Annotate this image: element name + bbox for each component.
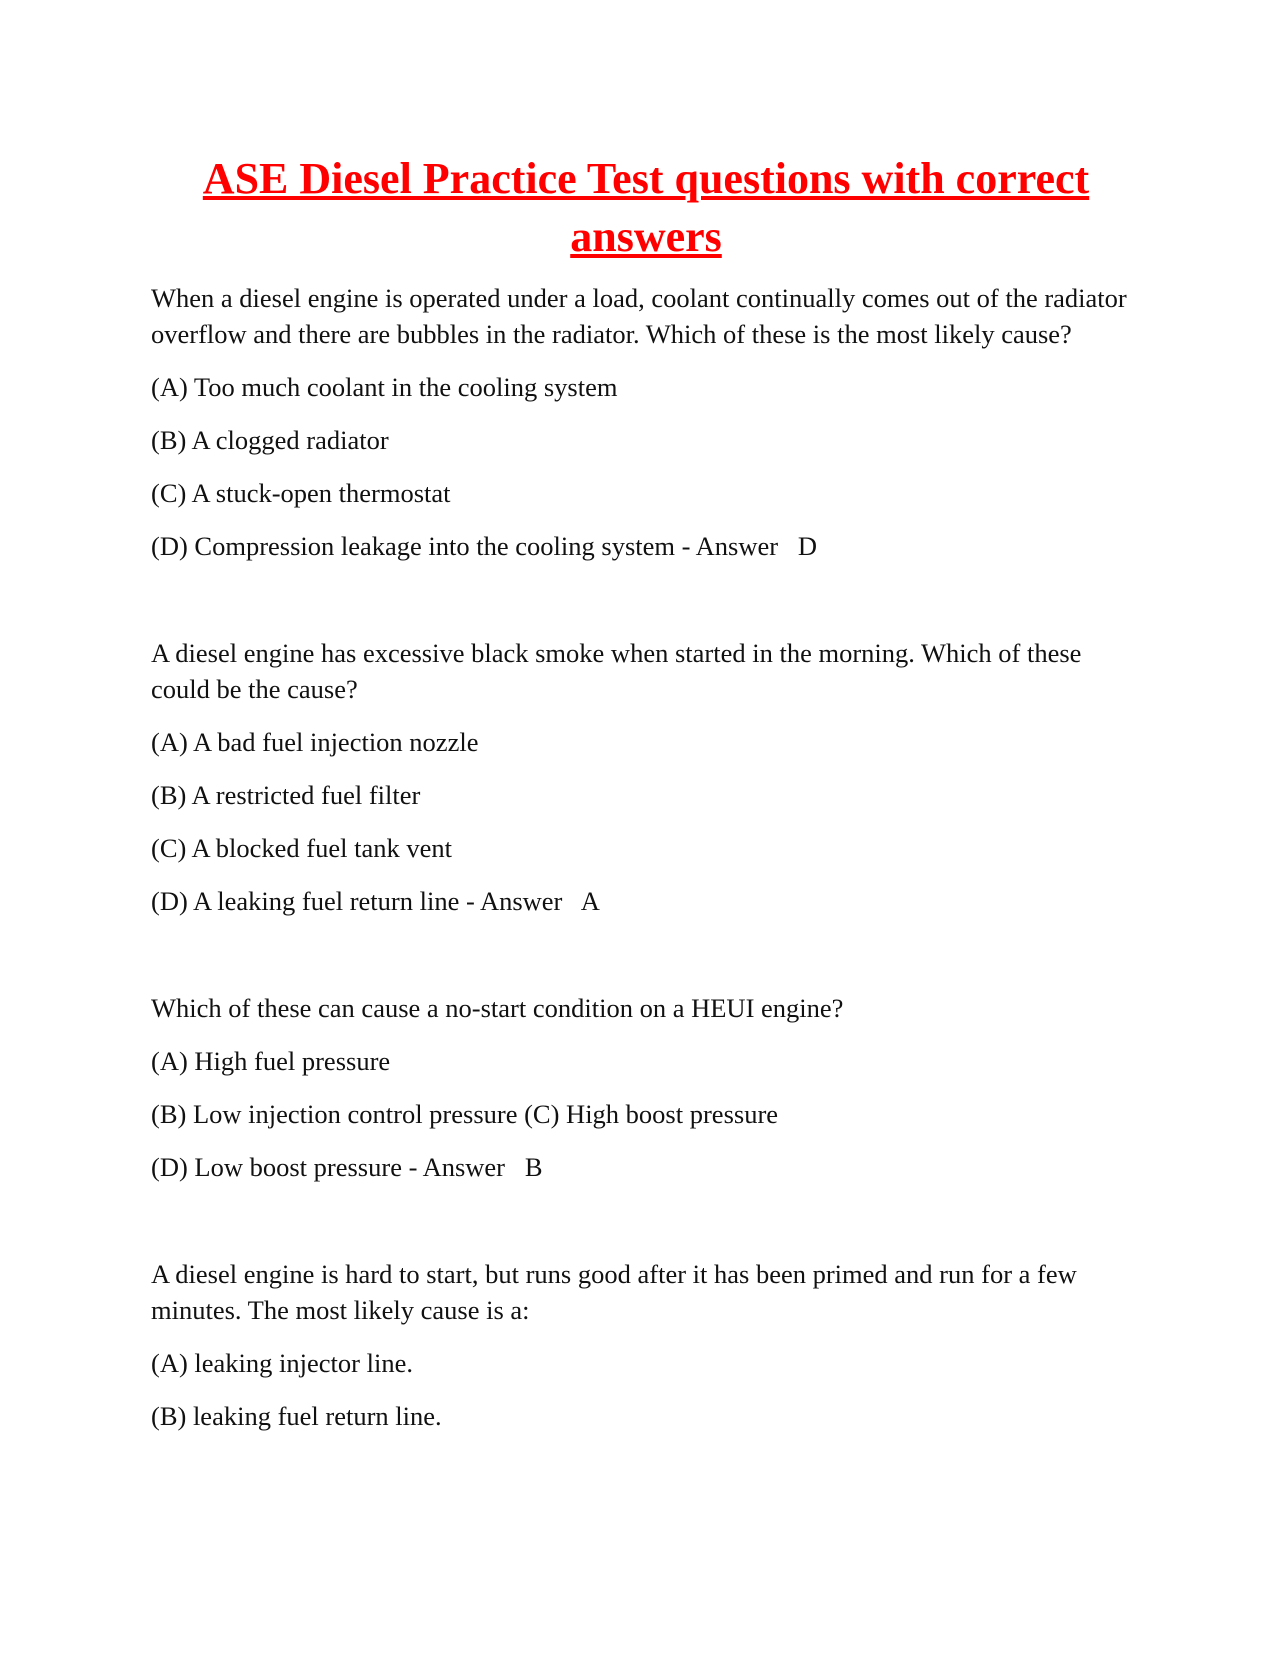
option-c: (C) A stuck-open thermostat bbox=[151, 478, 451, 508]
option-b-c: (B) Low injection control pressure (C) High boost pressure bbox=[151, 1099, 779, 1129]
question-text: A diesel engine has excessive black smoke when started in the morning. Which of these could be the cause? bbox=[151, 638, 1082, 704]
question-2 bbox=[151, 635, 1141, 919]
question-text: When a diesel engine is operated under a load, coolant continually comes out of the radiator overflow and there are bubbles in the radiator. Which of these is the most likely cause? bbox=[151, 283, 1127, 349]
question-text: Which of these can cause a no-start condition on a HEUI engine? bbox=[151, 993, 844, 1023]
document-page bbox=[151, 150, 1141, 1505]
option-d-text: (D) Compression leakage into the cooling system - Answer bbox=[151, 531, 779, 561]
option-d-text: (D) A leaking fuel return line - Answer bbox=[151, 886, 563, 916]
option-d bbox=[151, 528, 1141, 564]
option-b: (B) A clogged radiator bbox=[151, 425, 389, 455]
question-1 bbox=[151, 280, 1141, 564]
answer: D bbox=[797, 531, 818, 561]
option-a: (A) Too much coolant in the cooling system bbox=[151, 372, 618, 402]
option-d-text: (D) Low boost pressure - Answer bbox=[151, 1152, 505, 1182]
option-b: (B) leaking fuel return line. bbox=[151, 1401, 442, 1431]
question-3 bbox=[151, 990, 1141, 1185]
question-text: A diesel engine is hard to start, but runs good after it has been primed and run for a few minutes. The most likely cause is a: bbox=[151, 1259, 1077, 1325]
option-a: (A) A bad fuel injection nozzle bbox=[151, 727, 479, 757]
option-a: (A) High fuel pressure bbox=[151, 1046, 391, 1076]
option-d bbox=[151, 883, 1141, 919]
answer: B bbox=[524, 1152, 543, 1182]
question-4 bbox=[151, 1256, 1141, 1434]
option-c: (C) A blocked fuel tank vent bbox=[151, 833, 452, 863]
option-a: (A) leaking injector line. bbox=[151, 1348, 413, 1378]
document-title: ASE Diesel Practice Test questions with correct answers bbox=[202, 154, 1090, 261]
answer: A bbox=[580, 886, 600, 916]
option-b: (B) A restricted fuel filter bbox=[151, 780, 421, 810]
option-d bbox=[151, 1149, 1141, 1185]
